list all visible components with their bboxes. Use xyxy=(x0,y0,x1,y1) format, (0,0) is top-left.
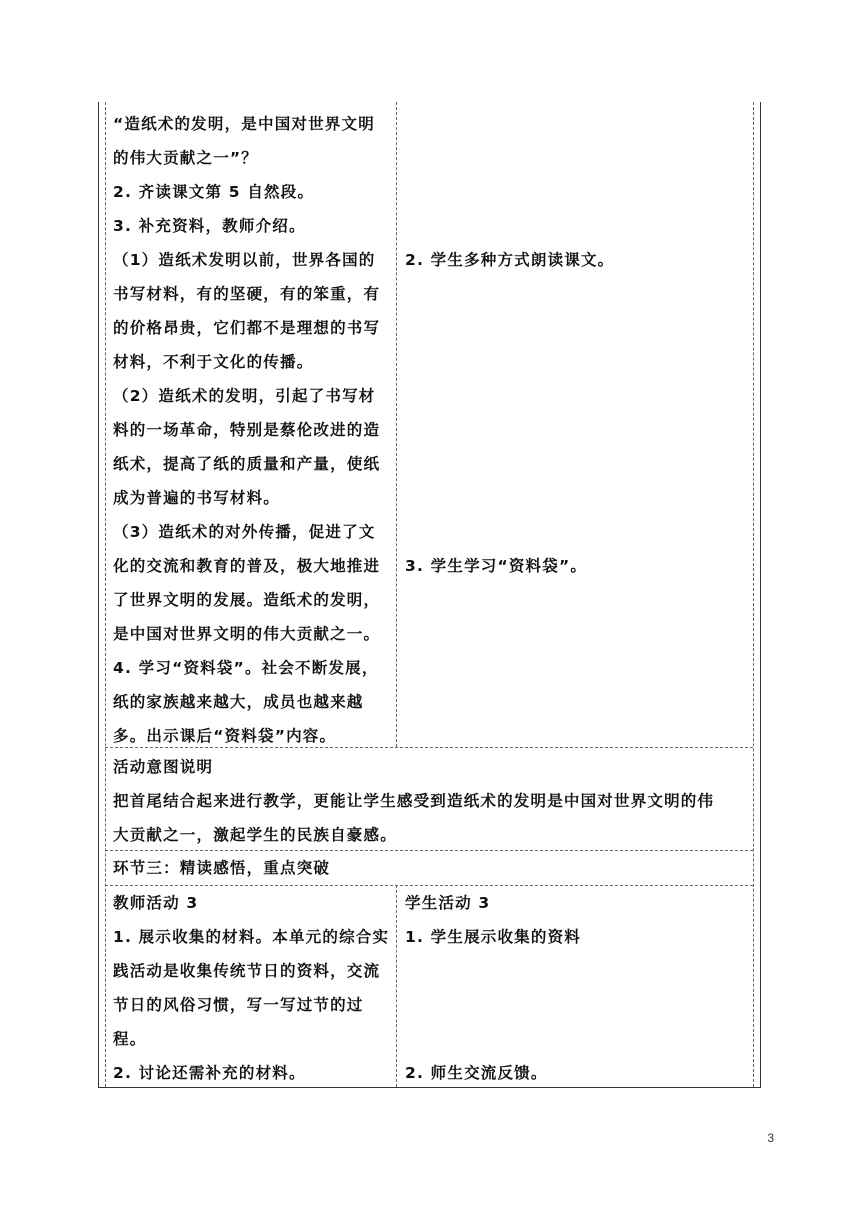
text-line: 节日的风俗习惯，写一写过节的过 xyxy=(113,996,364,1014)
text-line: （3）造纸术的对外传播，促进了文 xyxy=(113,523,376,541)
intent-line: 大贡献之一，激起学生的民族自豪感。 xyxy=(113,826,397,844)
intent-line: 把首尾结合起来进行教学，更能让学生感受到造纸术的发明是中国对世界文明的伟 xyxy=(113,792,715,810)
column-divider-top xyxy=(396,102,397,747)
text-line: 2. 齐读课文第 5 自然段。 xyxy=(113,183,315,201)
text-line: （2）造纸术的发明，引起了书写材 xyxy=(113,387,376,405)
text-line: “造纸术的发明，是中国对世界文明 xyxy=(113,115,375,133)
text-line: 了世界文明的发展。造纸术的发明， xyxy=(113,591,381,609)
text-line: 4. 学习“资料袋”。社会不断发展， xyxy=(113,659,379,677)
stage-title: 环节三：精读感悟，重点突破 xyxy=(113,859,331,877)
text-line: 材料，不利于文化的传播。 xyxy=(113,353,314,371)
text-line: 化的交流和教育的普及，极大地推进 xyxy=(113,557,381,575)
text-line: 程。 xyxy=(113,1030,147,1048)
text-line: （1）造纸术发明以前，世界各国的 xyxy=(113,251,376,269)
table-right-border xyxy=(753,102,754,1087)
text-line: 纸的家族越来越大，成员也越来越 xyxy=(113,693,364,711)
text-line: 多。出示课后“资料袋”内容。 xyxy=(113,727,337,745)
text-line: 2. 讨论还需补充的材料。 xyxy=(113,1064,306,1082)
intent-heading: 活动意图说明 xyxy=(113,758,214,776)
text-line: 的价格昂贵，它们都不是理想的书写 xyxy=(113,319,381,337)
student-heading: 学生活动 3 xyxy=(405,894,491,912)
table-left-border xyxy=(105,102,106,1087)
text-line: 1. 展示收集的材料。本单元的综合实 xyxy=(113,928,390,946)
text-line: 是中国对世界文明的伟大贡献之一。 xyxy=(113,625,381,643)
student-item-2: 2. 学生多种方式朗读课文。 xyxy=(405,251,615,269)
text-line: 3. 补充资料，教师介绍。 xyxy=(113,217,306,235)
teacher-heading: 教师活动 3 xyxy=(113,894,199,912)
text-line: 的伟大贡献之一”？ xyxy=(113,149,258,167)
text-line: 践活动是收集传统节日的资料，交流 xyxy=(113,962,381,980)
text-line: 纸术，提高了纸的质量和产量，使纸 xyxy=(113,455,381,473)
page-number: 3 xyxy=(767,1131,774,1145)
text-line: 书写材料，有的坚硬，有的笨重，有 xyxy=(113,285,381,303)
text-line: 成为普遍的书写材料。 xyxy=(113,489,281,507)
student-item-3: 3. 学生学习“资料袋”。 xyxy=(405,557,588,575)
text-line: 料的一场革命，特别是蔡伦改进的造 xyxy=(113,421,381,439)
student-item-2: 2. 师生交流反馈。 xyxy=(405,1064,548,1082)
column-divider-bottom xyxy=(396,885,397,1087)
student-item-1: 1. 学生展示收集的资料 xyxy=(405,928,581,946)
